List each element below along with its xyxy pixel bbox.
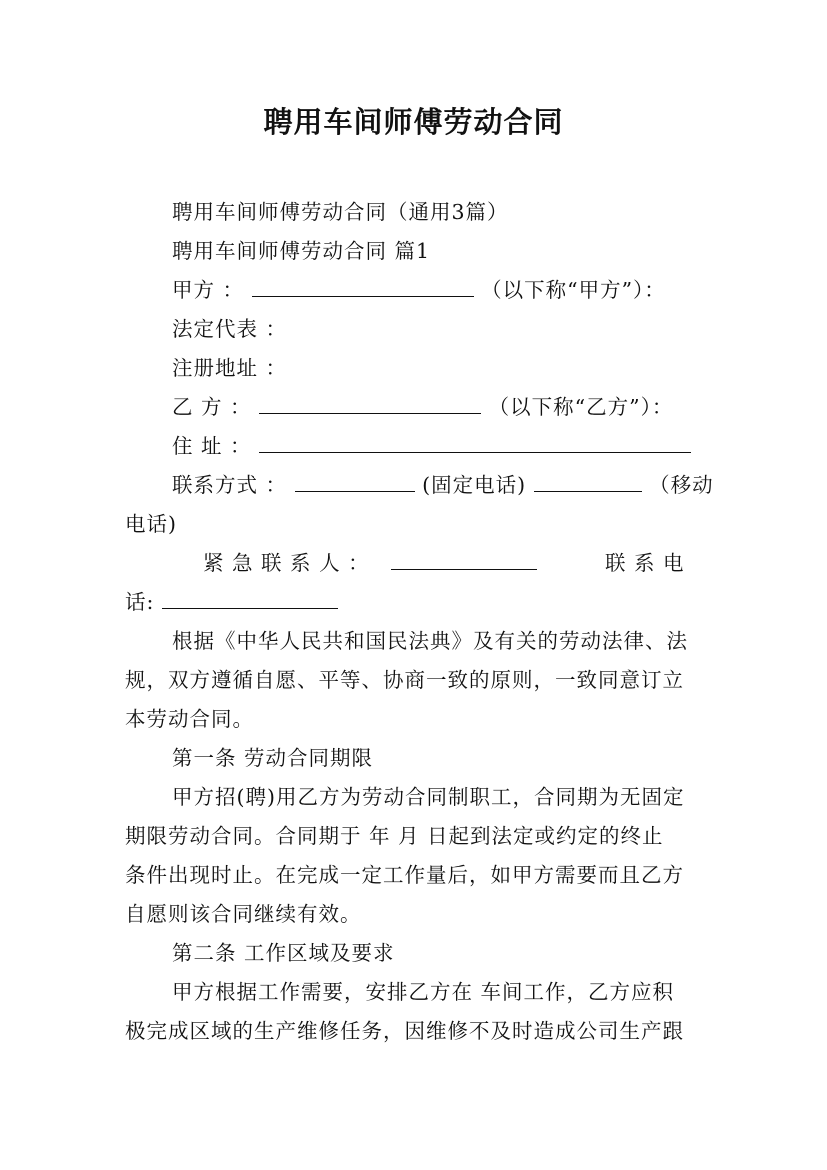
legal-rep-line: 法定代表 ： (172, 317, 288, 341)
party-a-line (172, 280, 666, 301)
emergency-contact-blank (391, 568, 537, 570)
fixed-phone-label: (固定电话) (422, 473, 527, 497)
document-title: 聘用车间师傅劳动合同 (263, 105, 564, 139)
party-b-line (172, 397, 673, 418)
paragraph-line: 甲方招(聘)用乙方为劳动合同制职工，合同期为无固定 (172, 785, 685, 809)
party-b-blank (259, 412, 481, 414)
contact-line (172, 475, 714, 496)
address-label: 住 址 ： (172, 434, 252, 458)
emergency-phone-label: 联 系 电 (605, 551, 685, 575)
party-b-label: 乙 方 ： (172, 395, 252, 419)
contact-label: 联系方式 ： (172, 473, 288, 497)
mobile-phone-blank (534, 490, 642, 492)
paragraph-line: 期限劳动合同。合同期于 年 月 日起到法定或约定的终止 (125, 824, 664, 848)
reg-address-line: 注册地址 ： (172, 356, 288, 380)
address-blank (259, 451, 691, 453)
paragraph-line: 自愿则该合同继续有效。 (125, 902, 362, 926)
party-a-label: 甲方 ： (172, 278, 245, 302)
party-b-suffix: （以下称“乙方”）： (488, 395, 674, 419)
section-heading: 聘用车间师傅劳动合同 篇1 (172, 239, 431, 263)
emergency-contact-line (203, 553, 537, 574)
emergency-phone-prefix: 话: (125, 590, 155, 614)
party-a-suffix: （以下称“甲方”）： (481, 278, 666, 302)
emergency-phone-blank (162, 607, 338, 609)
paragraph-line: 条件出现时止。在完成一定工作量后，如甲方需要而且乙方 (125, 863, 684, 887)
subtitle-line: 聘用车间师傅劳动合同（通用3篇） (172, 200, 509, 224)
paragraph-line: 极完成区域的生产维修任务，因维修不及时造成公司生产跟 (125, 1019, 684, 1043)
contact-line-wrap: 电话) (125, 512, 177, 536)
address-line (172, 436, 691, 457)
paragraph-line: 根据《中华人民共和国民法典》及有关的劳动法律、法 (172, 629, 688, 653)
article-2-heading: 第二条 工作区域及要求 (172, 941, 395, 965)
mobile-phone-label: （移动 (649, 473, 714, 497)
article-1-heading: 第一条 劳动合同期限 (172, 746, 374, 770)
fixed-phone-blank (295, 490, 415, 492)
party-a-blank (252, 295, 474, 297)
emergency-phone-line (125, 592, 338, 613)
paragraph-line: 甲方根据工作需要，安排乙方在 车间工作，乙方应积 (172, 980, 675, 1004)
emergency-contact-label: 紧 急 联 系 人 ： (203, 551, 370, 575)
paragraph-line: 规，双方遵循自愿、平等、协商一致的原则，一致同意订立 (125, 668, 684, 692)
paragraph-line: 本劳动合同。 (125, 707, 254, 731)
